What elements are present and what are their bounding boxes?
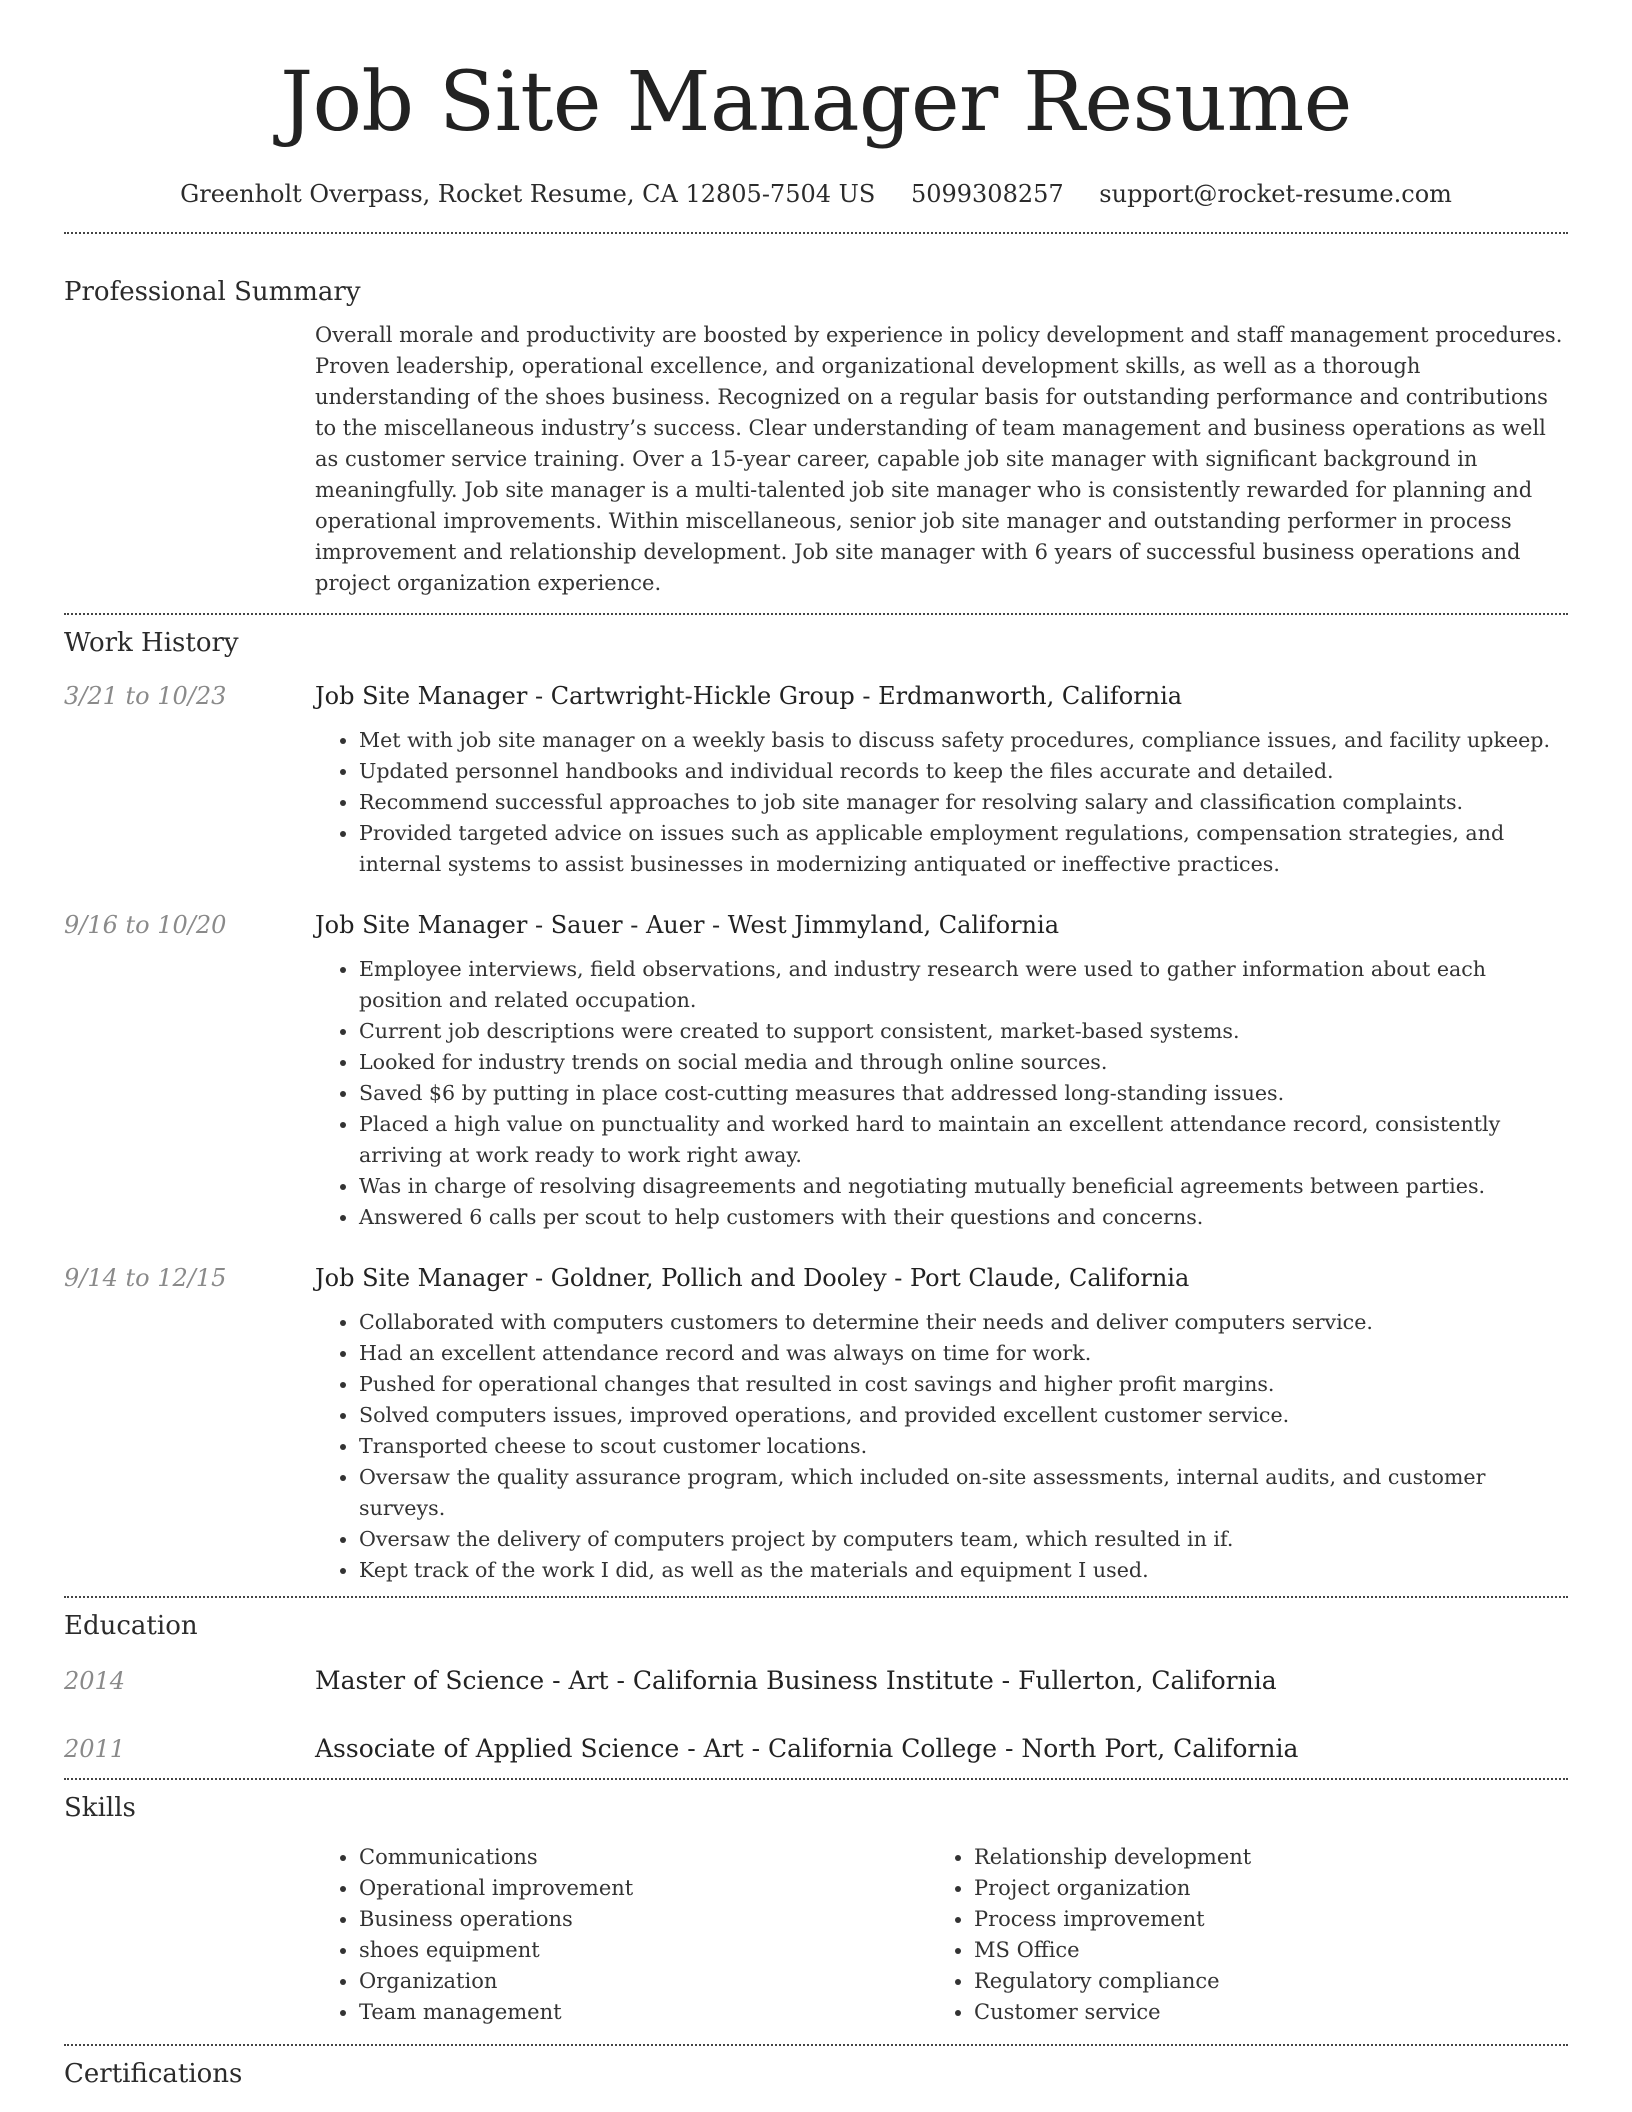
job-bullet: • Collaborated with computers customers to determine their needs and deliver computers service. <box>359 1307 1568 1338</box>
certifications-section <box>64 2056 1568 2092</box>
job-bullet: • Pushed for operational changes that resulted in cost savings and higher profit margins. <box>359 1369 1568 1400</box>
skill-item: • Regulatory compliance <box>974 1966 1545 1997</box>
job-dates: 9/16 to 10/20 <box>64 911 227 939</box>
divider <box>64 613 1568 615</box>
skill-item: • Business operations <box>359 1904 930 1935</box>
section-title-certifications: Certifications <box>64 2059 243 2089</box>
section-title-work: Work History <box>64 628 239 658</box>
contact-line <box>64 178 1568 210</box>
job-bullet: • Oversaw the quality assurance program, which included on-site assessments, internal audits, and customer surveys. <box>359 1462 1568 1524</box>
job-bullet: • Met with job site manager on a weekly basis to discuss safety procedures, compliance issues, and facility upkeep. <box>359 725 1568 756</box>
skills-grid <box>315 1842 1568 2028</box>
job-bullet: • Saved $6 by putting in place cost-cutting measures that addressed long-standing issues. <box>359 1078 1568 1109</box>
skill-item: • Project organization <box>974 1873 1545 1904</box>
contact-phone: 5099308257 <box>910 180 1064 208</box>
job-bullets <box>315 725 1568 880</box>
education-degree: Master of Science - Art - California Business Institute - Fullerton, California <box>315 1666 1277 1695</box>
skill-item: • Relationship development <box>974 1842 1545 1873</box>
section-title-education: Education <box>64 1611 198 1641</box>
job-bullet: • Kept track of the work I did, as well as the materials and equipment I used. <box>359 1555 1568 1586</box>
job-bullet: • Updated personnel handbooks and individual records to keep the files accurate and detailed. <box>359 756 1568 787</box>
skills-list-right <box>930 1842 1545 2028</box>
job-entry <box>64 908 1568 1233</box>
job-dates: 9/14 to 12/15 <box>64 1264 227 1292</box>
job-bullet: • Provided targeted advice on issues such as applicable employment regulations, compensation strategies, and internal systems to assist businesses in modernizing antiquated or ineffective practices. <box>359 818 1568 880</box>
work-section <box>64 625 1568 1586</box>
job-bullet: • Oversaw the delivery of computers project by computers team, which resulted in if. <box>359 1524 1568 1555</box>
education-entry <box>64 1732 1568 1766</box>
section-title-skills: Skills <box>64 1793 136 1823</box>
job-heading: Job Site Manager - Goldner, Pollich and Dooley - Port Claude, California <box>315 1264 1190 1292</box>
job-bullets <box>315 954 1568 1233</box>
skill-item: • MS Office <box>974 1935 1545 1966</box>
job-bullet: • Was in charge of resolving disagreements and negotiating mutually beneficial agreements between parties. <box>359 1171 1568 1202</box>
resume-title: Job Site Manager Resume <box>280 55 1352 150</box>
job-bullet: • Current job descriptions were created to support consistent, market-based systems. <box>359 1016 1568 1047</box>
job-bullet: • Looked for industry trends on social media and through online sources. <box>359 1047 1568 1078</box>
divider <box>64 1596 1568 1598</box>
divider <box>64 232 1568 234</box>
skill-item: • Team management <box>359 1997 930 2028</box>
job-heading: Job Site Manager - Sauer - Auer - West Jimmyland, California <box>315 911 1059 939</box>
resume-page <box>64 0 1568 2092</box>
job-bullet: • Employee interviews, field observations, and industry research were used to gather information about each position and related occupation. <box>359 954 1568 1016</box>
skill-item: • Operational improvement <box>359 1873 930 1904</box>
job-heading: Job Site Manager - Cartwright-Hickle Group - Erdmanworth, California <box>315 682 1183 710</box>
job-bullet: • Had an excellent attendance record and was always on time for work. <box>359 1338 1568 1369</box>
skills-list-left <box>315 1842 930 2028</box>
job-bullet: • Answered 6 calls per scout to help customers with their questions and concerns. <box>359 1202 1568 1233</box>
education-year: 2011 <box>64 1735 126 1763</box>
job-entry <box>64 1261 1568 1586</box>
contact-email: support@rocket-resume.com <box>1099 180 1452 208</box>
job-entry <box>64 679 1568 880</box>
skill-item: • Customer service <box>974 1997 1545 2028</box>
job-bullets <box>315 1307 1568 1586</box>
divider <box>64 1778 1568 1780</box>
education-section <box>64 1608 1568 1766</box>
education-degree: Associate of Applied Science - Art - California College - North Port, California <box>315 1734 1299 1763</box>
divider <box>64 2044 1568 2046</box>
contact-address: Greenholt Overpass, Rocket Resume, CA 12805-7504 US <box>180 180 876 208</box>
education-year: 2014 <box>64 1667 126 1695</box>
job-bullet: • Recommend successful approaches to job site manager for resolving salary and classification complaints. <box>359 787 1568 818</box>
summary-text: Overall morale and productivity are boosted by experience in policy development and staff management procedures. Proven leadership, operational excellence, and organizational development skills, as well as a thorough understanding of the shoes business. Recognized on a regular basis for outstanding performance and contributions to the miscellaneous industry’s success. Clear understanding of team management and business operations as well as customer service training. Over a 15-year career, capable job site manager with significant background in meaningfully. Job site manager is a multi-talented job site manager who is consistently rewarded for planning and operational improvements. Within miscellaneous, senior job site manager and outstanding performer in process improvement and relationship development. Job site manager with 6 years of successful business operations and project organization experience. <box>315 323 1563 595</box>
summary-section <box>64 274 1568 599</box>
job-bullet: • Placed a high value on punctuality and worked hard to maintain an excellent attendance record, consistently arriving at work ready to work right away. <box>359 1109 1568 1171</box>
job-dates: 3/21 to 10/23 <box>64 682 227 710</box>
section-title-summary: Professional Summary <box>64 277 361 307</box>
skill-item: • Process improvement <box>974 1904 1545 1935</box>
job-bullet: • Transported cheese to scout customer locations. <box>359 1431 1568 1462</box>
skill-item: • Communications <box>359 1842 930 1873</box>
skill-item: • shoes equipment <box>359 1935 930 1966</box>
job-bullet: • Solved computers issues, improved operations, and provided excellent customer service. <box>359 1400 1568 1431</box>
skills-section <box>64 1790 1568 2028</box>
skill-item: • Organization <box>359 1966 930 1997</box>
education-entry <box>64 1664 1568 1698</box>
